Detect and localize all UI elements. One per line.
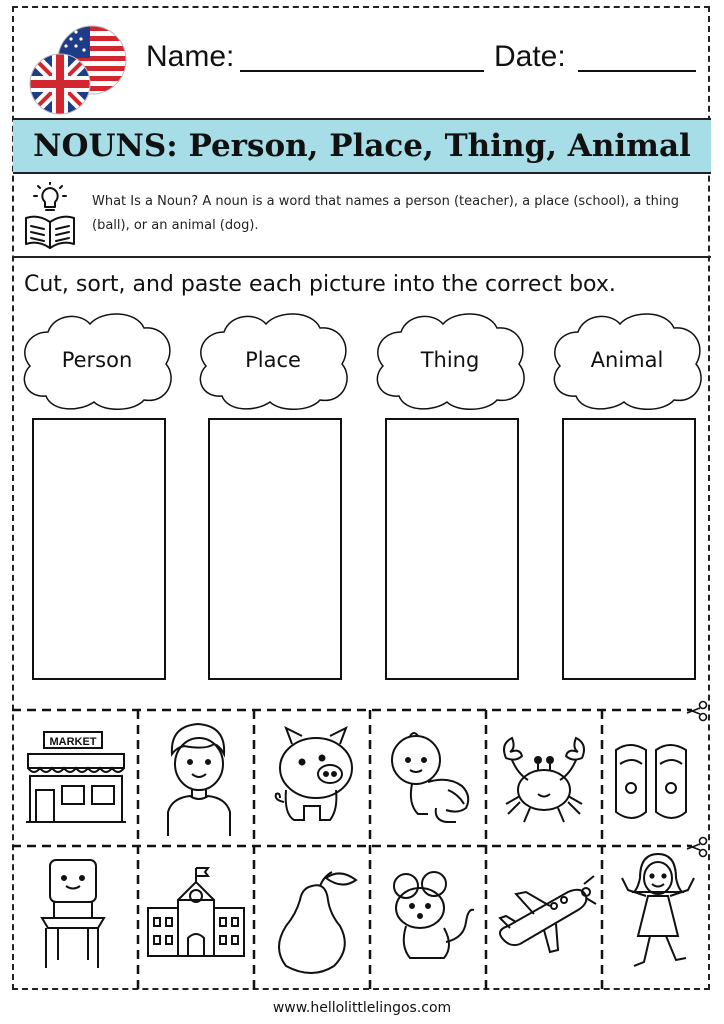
market-sign-text: MARKET [49,736,97,748]
boy-icon[interactable] [156,718,242,838]
name-line[interactable] [240,70,484,72]
category-label-animal: Animal [590,348,664,372]
book-lightbulb-icon [22,182,78,250]
girl-icon[interactable] [616,852,700,976]
cloud-person [18,308,176,412]
airplane-icon[interactable] [494,872,598,962]
scissors-icon [686,700,710,722]
category-label-thing: Thing [420,348,480,372]
category-label-place: Place [245,348,301,372]
school-icon[interactable] [144,866,248,958]
paste-box-person[interactable] [32,418,166,680]
paste-box-place[interactable] [208,418,342,680]
definition-text: What Is a Noun? A noun is a word that names a person (teacher), a place (school), a thing (ball), or an animal (dog). [92,194,679,233]
title-band [13,118,711,174]
flags-icon [26,24,130,116]
mouse-icon[interactable] [384,870,478,962]
cloud-thing [371,308,529,412]
pig-icon[interactable] [268,724,364,834]
market-icon[interactable] [22,728,130,828]
instruction-text: Cut, sort, and paste each picture into the correct box. [24,272,616,297]
cloud-animal [548,308,706,412]
shoes-icon[interactable] [612,738,696,826]
date-label: Date: [494,40,566,73]
category-label-person: Person [61,348,133,372]
cloud-place [194,308,352,412]
website-footer[interactable]: www.hellolittlelingos.com [272,1000,452,1016]
name-label: Name: [146,40,235,73]
paste-box-thing[interactable] [385,418,519,680]
paste-box-animal[interactable] [562,418,696,680]
date-line[interactable] [578,70,696,72]
pear-icon[interactable] [272,864,362,976]
baby-icon[interactable] [382,728,478,828]
crab-icon[interactable] [496,734,592,828]
chair-icon[interactable] [36,856,108,972]
page-title: NOUNS: Person, Place, Thing, Animal [33,128,691,164]
